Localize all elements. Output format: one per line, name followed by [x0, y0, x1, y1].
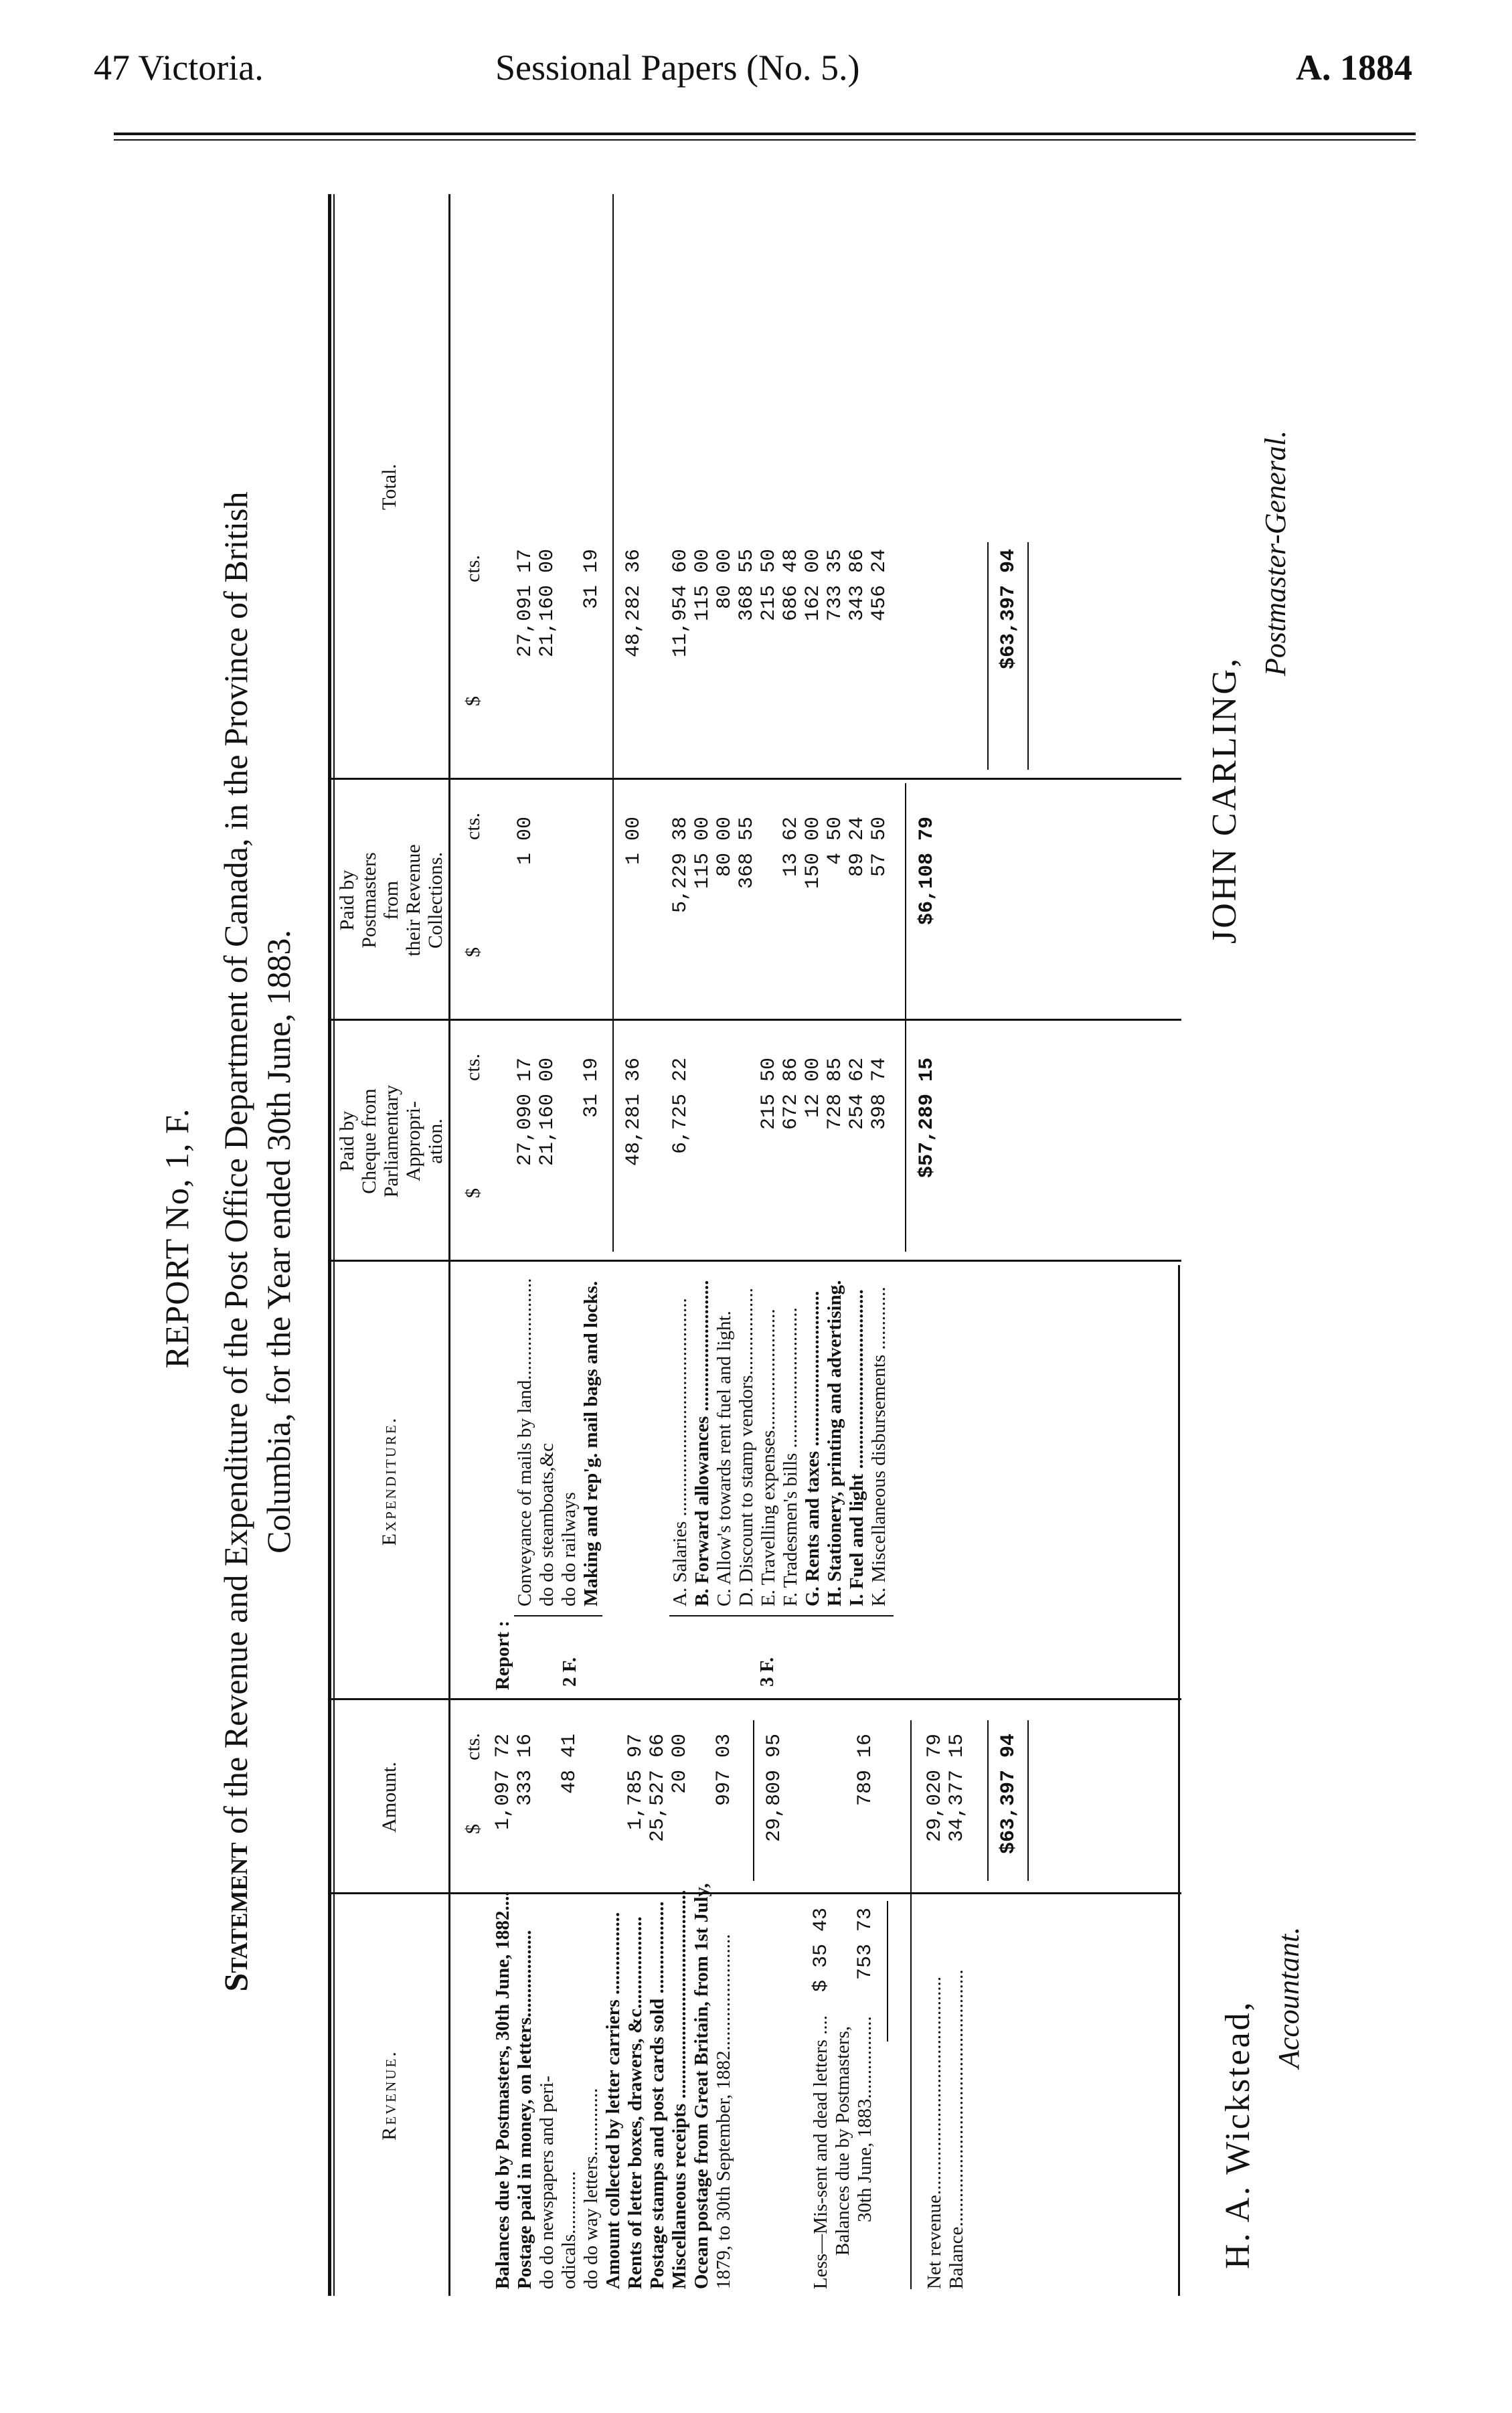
revenue-subtotal: 29,809 95 [763, 1734, 786, 1843]
post-amount: 368 55 [736, 817, 758, 890]
cheque-heading [336, 1021, 446, 1262]
total-amount: 733 35 [824, 549, 847, 622]
cheque-unit-dollars: $ [462, 1188, 484, 1198]
expenditure-line: A. Salaries ............................................. [669, 1298, 691, 1606]
post-unit-dollars: $ [462, 947, 484, 957]
total-amount: 215 50 [758, 549, 780, 622]
grand-total-rule [905, 783, 906, 1252]
subtotal-rule [753, 1720, 754, 1881]
cheque-postmasters-divider [328, 1019, 1181, 1021]
total-amount: 686 48 [780, 549, 803, 622]
balance-amount: 34,377 15 [946, 1734, 969, 1843]
header-left: 47 Victoria. [94, 48, 264, 88]
group1-brace [514, 1615, 602, 1616]
group1-post-total: 1 00 [622, 817, 645, 865]
signature-wickstead-title: Accountant. [1272, 1926, 1305, 2068]
expenditure-line: Conveyance of mails by land..................... [514, 1278, 535, 1606]
cheque-amount: 254 62 [846, 1058, 869, 1131]
table-top-rule-2 [333, 194, 335, 2296]
revenue-amount: 1,785 97 [624, 1734, 647, 1831]
header-separator [448, 194, 450, 2296]
revenue-total: $63,397 94 [997, 1734, 1020, 1855]
postmasters-heading-3: from [380, 880, 402, 920]
revenue-amount: 333 16 [514, 1734, 537, 1807]
cheque-amount: 6,725 22 [669, 1058, 692, 1155]
total-unit-cents: cts. [462, 555, 484, 582]
revenue-amount: 25,527 66 [647, 1734, 669, 1843]
post-amount: 115 00 [691, 817, 714, 890]
total-amount: 31 19 [580, 549, 603, 610]
grand-total: $63,397 94 [997, 549, 1020, 670]
amount-unit-cents: cts. [462, 1733, 484, 1760]
revenue-line: Postage paid in money, on letters.................. [514, 1930, 535, 2289]
revenue-line: Balances due by Postmasters, 30th June, 1882.... [492, 1891, 513, 2289]
less-label: Less—Mis-sent and dead letters .... [810, 2015, 831, 2289]
cheque-amount: 672 86 [780, 1058, 803, 1131]
post-unit-cents: cts. [462, 813, 484, 840]
revenue-line: Amount collected by letter carriers ................. [602, 1912, 624, 2289]
total-amount: 456 24 [868, 549, 891, 622]
grand-total-rule-bottom [1027, 542, 1029, 770]
cheque-unit-cents: cts. [462, 1054, 484, 1081]
expenditure-line: D. Discount to stamp vendors.................. [736, 1287, 757, 1606]
postmasters-heading-2: Postmasters [358, 852, 380, 948]
total-amount: 21,160 00 [536, 549, 559, 658]
cheque-amount: 27,090 17 [514, 1058, 537, 1167]
signature-wickstead: H. A. Wickstead, [1219, 2000, 1257, 2269]
header-right: A. 1884 [1296, 48, 1412, 88]
post-amount: 1 00 [514, 817, 537, 865]
postmasters-heading-4: their Revenue [402, 844, 424, 956]
revenue-amount: 48 41 [558, 1734, 581, 1795]
post-amount: 5,229 38 [669, 817, 692, 914]
cheque-heading-3: Parliamentary [380, 1084, 402, 1198]
title-line2: Columbia, for the Year ended 30th June, 1883. [260, 930, 297, 1554]
less-balances-amount: 753 73 [854, 1908, 877, 1981]
post-amount: 80 00 [713, 817, 736, 878]
cheque-amount: 31 19 [580, 1058, 603, 1118]
signature-carling-title: Postmaster-General. [1259, 430, 1292, 676]
total-amount: 343 86 [846, 549, 869, 622]
revenue-line: odicals............. [558, 2171, 580, 2289]
total-amount: 115 00 [691, 549, 714, 622]
post-amount: 150 00 [802, 817, 825, 890]
expenditure-heading: Expenditure. [378, 1416, 400, 1546]
statement-title [214, 187, 300, 2296]
postmasters-heading-1: Paid by [336, 869, 358, 931]
ref-2f: 2 F. [559, 1657, 580, 1687]
net-revenue-amount: 29,020 79 [924, 1734, 946, 1843]
cheque-amount: 398 74 [868, 1058, 891, 1131]
cheque-amount: 12 00 [802, 1058, 825, 1118]
revenue-expenditure-table [328, 194, 1188, 2296]
total-amount: 11,954 60 [669, 549, 692, 658]
rotated-report-body [134, 167, 1385, 2309]
revenue-line: Miscellaneous receipts ........................................... [669, 1890, 690, 2289]
cheque-heading-5: ation. [424, 1118, 446, 1164]
grand-total-rule-top [987, 542, 989, 770]
total-amount: 162 00 [802, 549, 825, 622]
ref-3f: 3 F. [756, 1657, 778, 1687]
table-top-rule [328, 194, 331, 2296]
revenue-total-rule-bottom [1027, 1720, 1029, 1881]
postmasters-heading [336, 780, 446, 1021]
less-misent-amount: $ 35 43 [810, 1908, 833, 1993]
expenditure-line: H. Stationery, printing and advertising. [824, 1280, 845, 1606]
postmasters-total-divider [328, 778, 1181, 780]
cheque-heading-1: Paid by [336, 1110, 358, 1172]
revenue-line: Postage stamps and post cards sold ................... [647, 1901, 668, 2289]
cheque-heading-2: Cheque from [358, 1088, 380, 1194]
postmasters-heading-5: Collections. [424, 851, 446, 949]
less-balances-label-2: 30th June, 1883................. [854, 2016, 875, 2222]
balance-label: Balance..................................................... [946, 1969, 967, 2289]
title-line1: of the Revenue and Expenditure of the Post Office Department of Canada, in the Province of British [217, 491, 254, 1835]
cheque-amount: 21,160 00 [536, 1058, 559, 1167]
revenue-expenditure-divider [328, 1698, 1181, 1700]
less-total: 789 16 [854, 1734, 877, 1807]
post-amount: 89 24 [846, 817, 869, 878]
expenditure-line: do do steamboats,&c [536, 1442, 558, 1606]
post-amount: 57 50 [868, 817, 891, 878]
post-amount: 4 50 [824, 817, 847, 865]
amount-unit-dollars: $ [462, 1824, 484, 1834]
total-amount: 27,091 17 [514, 549, 537, 658]
report-number: REPORT No, 1, F. [158, 1108, 195, 1369]
expenditure-line: C. Allow's towards rent fuel and light. [713, 1311, 735, 1606]
amount-heading: Amount. [378, 1762, 400, 1833]
revenue-amount-divider [328, 1892, 1181, 1894]
revenue-amount: 997 03 [713, 1734, 736, 1807]
group1-total-rule [612, 194, 614, 1252]
revenue-line: 1879, to 30th September, 1882........................ [713, 1934, 734, 2289]
group1-total: 48,282 36 [622, 549, 645, 658]
net-rule [910, 1720, 912, 2289]
grand-post-total: $6,108 79 [916, 817, 938, 926]
expenditure-line: G. Rents and taxes ................................ [802, 1291, 823, 1606]
post-amount: 13 62 [780, 817, 803, 878]
expenditure-line: K. Miscellaneous disbursements ............. [868, 1286, 890, 1606]
group2-brace [669, 1615, 894, 1616]
revenue-line: do do newspapers and peri- [536, 2076, 558, 2289]
revenue-total-rule-top [987, 1720, 989, 1881]
net-revenue-label: Net revenue............................................. [924, 1976, 945, 2289]
less-balances-label-1: Balances due by Postmasters, [832, 2025, 853, 2256]
expenditure-cheque-divider [328, 1260, 1181, 1262]
report-label: Report : [492, 1620, 513, 1690]
signature-carling: JOHN CARLING, [1205, 657, 1244, 944]
expenditure-line: I. Fuel and light ..................................... [846, 1289, 867, 1606]
running-header [94, 47, 1412, 107]
revenue-bottom-rule [1178, 1265, 1180, 2296]
total-amount: 368 55 [736, 549, 758, 622]
grand-cheque-total: $57,289 15 [916, 1058, 938, 1179]
header-rule-bottom [114, 139, 1416, 141]
total-amount: 80 00 [713, 549, 736, 610]
group1-cheque-total: 48,281 36 [622, 1058, 645, 1167]
expenditure-line: E. Travelling expenses......................... [758, 1309, 779, 1606]
expenditure-line: do do railways [558, 1492, 580, 1606]
revenue-amount: 1,097 72 [492, 1734, 515, 1831]
revenue-heading: Revenue. [378, 2050, 400, 2141]
cheque-amount: 728 85 [824, 1058, 847, 1131]
revenue-line: Ocean postage from Great Britain, from 1st July, [691, 1883, 712, 2289]
cheque-amount: 215 50 [758, 1058, 780, 1131]
less-rule [887, 1901, 888, 2042]
header-center: Sessional Papers (No. 5.) [495, 48, 860, 88]
revenue-amount: 20 00 [669, 1734, 691, 1795]
total-heading: Total. [378, 464, 400, 510]
revenue-line: Rents of letter boxes, drawers, &c................... [624, 1916, 646, 2289]
header-rule-top [114, 133, 1416, 135]
statement-word: Statement [217, 1842, 254, 1992]
expenditure-line: F. Tradesmen's bills ............................. [780, 1307, 801, 1606]
expenditure-line: Making and rep'g. mail bags and locks. [580, 1280, 602, 1606]
cheque-heading-4: Appropri- [402, 1101, 424, 1181]
total-unit-dollars: $ [462, 696, 484, 706]
revenue-line: do do way letters.............. [580, 2088, 602, 2289]
expenditure-line: B. Forward allowances ........................... [691, 1280, 713, 1606]
